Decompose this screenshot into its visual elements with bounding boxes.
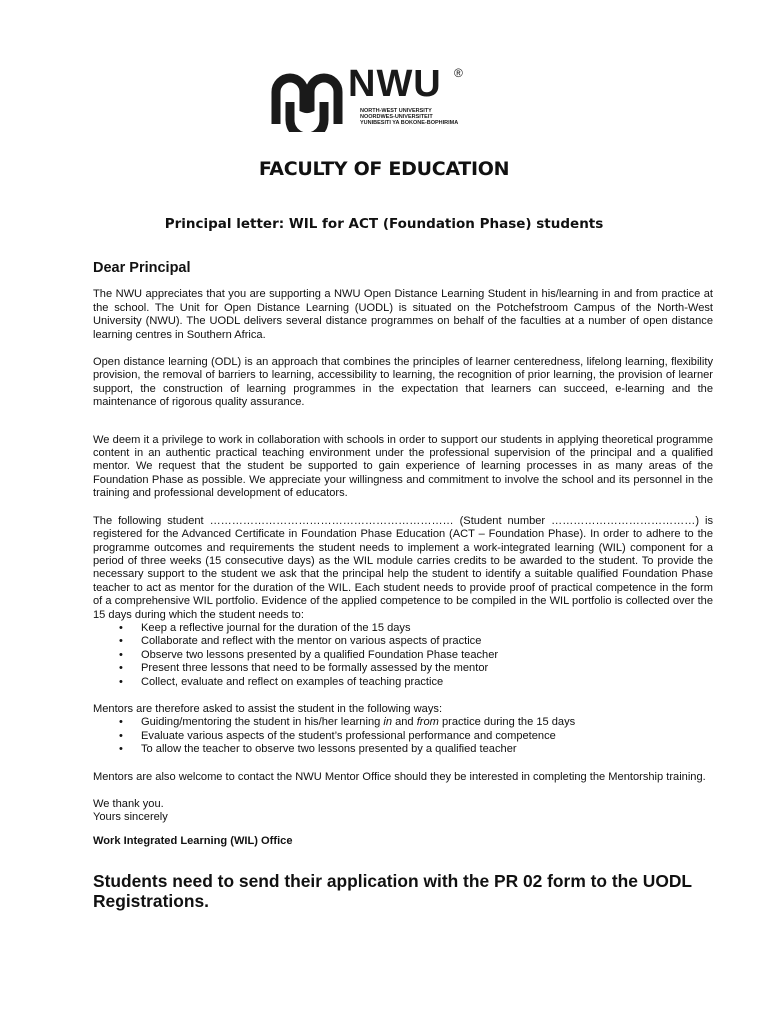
student-task-list bbox=[93, 622, 713, 689]
thanks-line: We thank you. bbox=[93, 798, 164, 810]
letter-subtitle: Principal letter: WIL for ACT (Foundation Phase) students bbox=[164, 216, 604, 232]
emphasis-from: from bbox=[416, 716, 439, 729]
list-item: • Keep a reflective journal for the duration of the 15 days bbox=[141, 622, 713, 635]
registered-mark: ® bbox=[454, 66, 463, 80]
paragraph-collaboration: We deem it a privilege to work in collaboration with schools in order to support our students in applying theoretical programme content in an authentic practical teaching environment under the professional supervision of the principal and a qualified mentor. We request that the student be supported to gain experience of learning processes in as many areas of the Foundation Phase as possible. We appreciate your willingness and commitment to involve the school and its personnel in the training and professional development of educators. bbox=[93, 433, 713, 500]
list-item bbox=[141, 716, 713, 729]
closing bbox=[93, 798, 713, 825]
logo-sub-line: YUNIBESITI YA BOKONE-BOPHIRIMA bbox=[360, 120, 459, 126]
list-item: • Collect, evaluate and reflect on examples of teaching practice bbox=[141, 676, 713, 689]
paragraph-odl: Open distance learning (ODL) is an approach that combines the principles of learner centeredness, lifelong learning, flexibility provision, the removal of barriers to learning, accessibility to learning, the recognition of prior learning, the provision of learner support, the construction of learning programmes in the expectation that learners can succeed, e-learning and the maintenance of rigorous quality assurance. bbox=[93, 356, 713, 409]
emphasis-in: in bbox=[383, 716, 393, 729]
sign-off-line: Yours sincerely bbox=[93, 811, 168, 824]
list-item-text: practice during the 15 days bbox=[438, 716, 576, 729]
nwu-emblem-icon bbox=[268, 62, 346, 132]
list-item: • Collaborate and reflect with the mentor on various aspects of practice bbox=[141, 635, 713, 648]
paragraph-mentor-office: Mentors are also welcome to contact the NWU Mentor Office should they be interested in completing the Mentorship training. bbox=[93, 770, 706, 783]
list-item: • Present three lessons that need to be formally assessed by the mentor bbox=[141, 662, 713, 675]
paragraph-student: The following student ………………………………………………………… (Student number …………………………………) is registered for the Advanced Certificate in Foundation Phase Education (ACT – Foundation Phase). In order to adhere to the programme outcomes and requirements the student needs to implement a work-integrated learning (WIL) component for a period of three weeks (15 consecutive days) as the WIL module carries credits to be awarded to the student. To provide the necessary support to the student we ask that the principal help the student to identify a suitable qualified Foundation Phase teacher to act as mentor for the duration of the WIL. Each student needs to provide proof of practical competence in the form of a comprehensive WIL portfolio. Evidence of the applied competence to be compiled in the WIL portfolio is collected over the 15 days during which the student needs to: bbox=[93, 514, 713, 621]
list-item: • To allow the teacher to observe two lessons presented by a qualified teacher bbox=[141, 743, 713, 756]
application-notice: Students need to send their application with the PR 02 form to the UODL Registrations. bbox=[93, 871, 692, 912]
list-item-text: Guiding/mentoring the student in his/her learning bbox=[141, 716, 384, 729]
list-item: • Evaluate various aspects of the student’s professional performance and competence bbox=[141, 730, 713, 743]
mentor-task-list bbox=[93, 716, 713, 756]
list-item: • Observe two lessons presented by a qualified Foundation Phase teacher bbox=[141, 649, 713, 662]
list-item-text: and bbox=[392, 716, 417, 729]
paragraph-mentors: Mentors are therefore asked to assist the student in the following ways: bbox=[93, 702, 443, 715]
logo-subtitle bbox=[360, 108, 458, 126]
paragraph-intro: The NWU appreciates that you are supporting a NWU Open Distance Learning Student in his/learning in and from practice at the school. The Unit for Open Distance Learning (UODL) is situated on the Potchefstroom Campus of the North-West University (NWU). The UODL delivers several distance programmes on behalf of the faculties at a number of open distance learning centres in Southern Africa. bbox=[93, 288, 713, 341]
nwu-logo bbox=[268, 62, 488, 132]
logo-sub-line: NORTH-WEST UNIVERSITY bbox=[360, 108, 432, 114]
logo-wordmark: NWU bbox=[348, 63, 442, 105]
letter-body bbox=[93, 262, 713, 911]
faculty-title: FACULTY OF EDUCATION bbox=[258, 158, 510, 180]
office-signature: Work Integrated Learning (WIL) Office bbox=[93, 834, 293, 847]
logo-sub-line: NOORDWES-UNIVERSITEIT bbox=[360, 114, 433, 120]
salutation: Dear Principal bbox=[93, 260, 191, 276]
